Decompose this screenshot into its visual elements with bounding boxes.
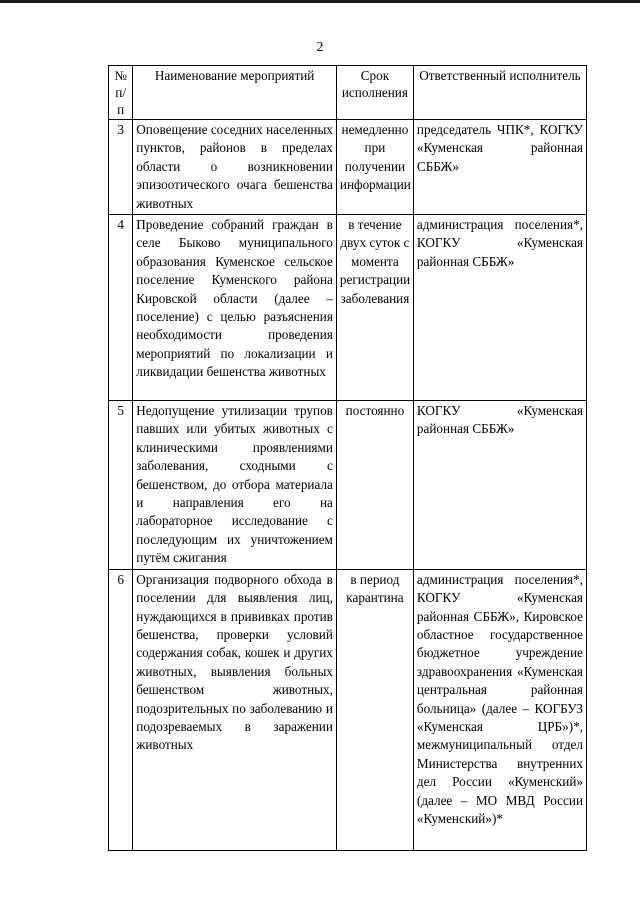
row-number: 3	[109, 120, 133, 215]
measure-name: Организация подворного обхода в поселении для выявления лиц, нуждающихся в прививках против бешенства, проверки условий содержания собак, кошек и других животных, выявления больных бешенством животных, подозрительных по заболеванию и подозреваемых в заражении животных	[133, 569, 337, 850]
measure-term: в течение двух суток с момента регистрации заболевания	[336, 215, 413, 401]
page-number: 2	[316, 40, 324, 55]
table-header-row	[109, 66, 587, 120]
table-row	[109, 215, 587, 401]
measure-executor: КОГКУ «Куменская районная СББЖ»	[413, 401, 586, 570]
measure-term: в период карантина	[336, 569, 413, 850]
table-row	[109, 401, 587, 570]
measure-name: Оповещение соседних населенных пунктов, районов в пределах области о возникновении эпизоотического очага бешенства животных	[133, 120, 337, 215]
measure-executor: председатель ЧПК*, КОГКУ «Куменская районная СББЖ»	[413, 120, 586, 215]
row-number: 6	[109, 569, 133, 850]
measures-table	[108, 65, 587, 851]
scan-top-border	[0, 0, 640, 3]
measure-executor: администрация поселения*, КОГКУ «Куменская районная СББЖ», Кировское областное государственное бюджетное учреждение здравоохранения «Куменская центральная районная больница» (далее – КОГБУЗ «Куменская ЦРБ»)*, межмуниципальный отдел Министерства внутренних дел России «Куменский» (далее – МО МВД России «Куменский»)*	[413, 569, 586, 850]
table-row	[109, 569, 587, 850]
row-number: 4	[109, 215, 133, 401]
measure-name: Проведение собраний граждан в селе Быково муниципального образования Куменское сельское поселение Куменского района Кировской области (далее – поселение) с целью разъяснения необходимости проведения мероприятий по локализации и ликвидации бешенства животных	[133, 215, 337, 401]
measure-executor: администрация поселения*, КОГКУ «Куменская районная СББЖ»	[413, 215, 586, 401]
table-row	[109, 120, 587, 215]
row-number: 5	[109, 401, 133, 570]
header-executor: Ответственный исполнитель	[413, 66, 586, 120]
header-name: Наименование мероприятий	[133, 66, 337, 120]
header-num: № п/п	[109, 66, 133, 120]
header-term: Срок исполнения	[336, 66, 413, 120]
measure-name: Недопущение утилизации трупов павших или убитых животных с клиническими проявлениями заболевания, сходными с бешенством, до отбора материала и направления его на лабораторное исследование с последующим их уничтожением путём сжигания	[133, 401, 337, 570]
measure-term: немедленно при получении информации	[336, 120, 413, 215]
measure-term: постоянно	[336, 401, 413, 570]
